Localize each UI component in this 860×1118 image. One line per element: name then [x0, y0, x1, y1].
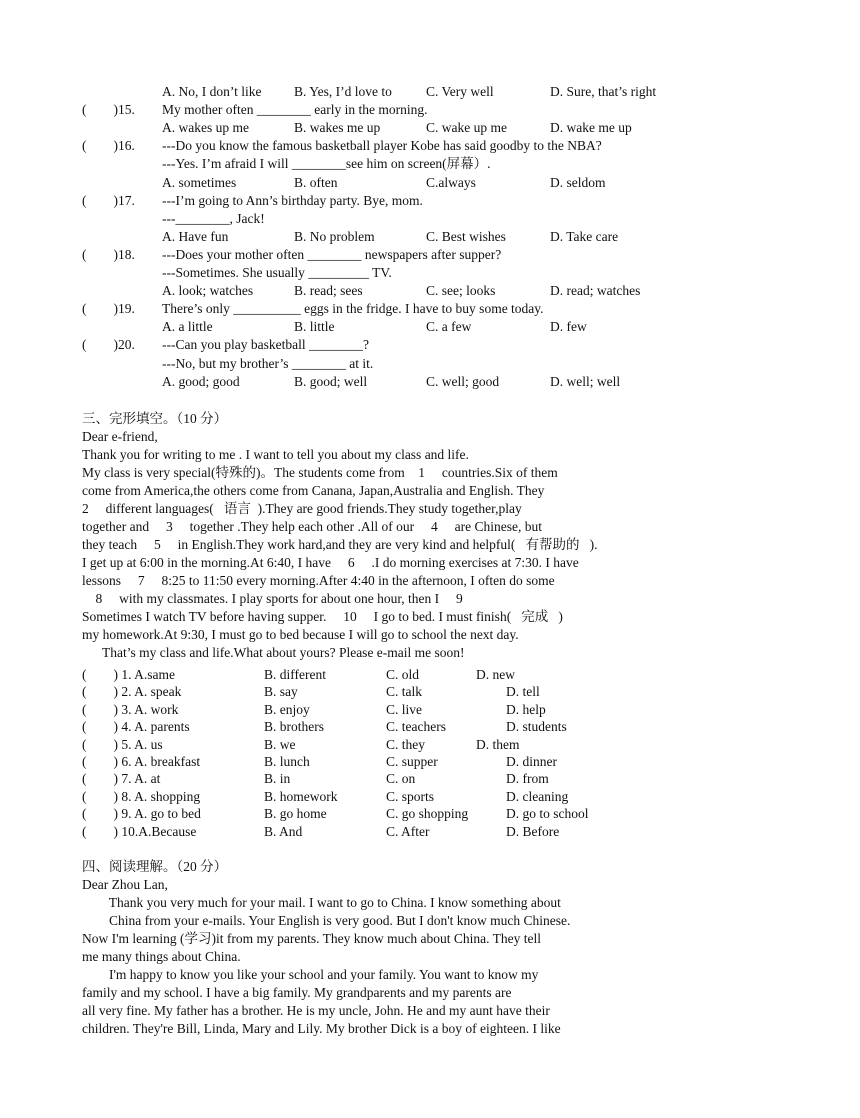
answer-option: D. dinner [506, 754, 557, 769]
passage-line: my homework.At 9:30, I must go to bed because I will go to school the next day. [82, 627, 519, 643]
answer-option: D. tell [506, 684, 540, 700]
passage-line: together and 3 together .They help each other .All of our 4 are Chinese, but [82, 519, 542, 535]
passage-line: lessons 7 8:25 to 11:50 every morning.After 4:40 in the afternoon, I often do some [82, 573, 555, 589]
cloze-item: ( ) 7. A. at [82, 771, 161, 787]
answer-option: B. little [294, 319, 335, 335]
answer-option: B. brothers [264, 719, 324, 735]
answer-option: B. read; sees [294, 283, 363, 299]
answer-option: A. wakes up me [162, 120, 249, 136]
answer-option: D. Before [506, 823, 560, 839]
answer-option: C. go shopping [386, 806, 469, 822]
answer-option: D. few [550, 319, 587, 335]
passage-line: Dear e-friend, [82, 429, 158, 445]
answer-option: B. good; well [294, 373, 368, 389]
section-heading: 三、完形填空。（10 分） [82, 411, 228, 426]
answer-option: B. Yes, I’d love to [294, 84, 392, 99]
answer-option: D. read; watches [550, 283, 641, 299]
question-text: ---Does your mother often ________ newspapers after supper? [162, 246, 502, 262]
answer-option: C.always [426, 174, 476, 190]
question-text: ---I’m going to Ann’s birthday party. Bye, mom. [162, 192, 423, 208]
answer-option: B. enjoy [264, 701, 310, 717]
answer-option: C. Best wishes [426, 228, 506, 244]
passage-line: 8 with my classmates. I play sports for about one hour, then I 9 [82, 591, 463, 607]
passage-line: 2 different languages( 语言 ).They are good friends.They study together,play [82, 501, 522, 517]
passage-line: Now I'm learning (学习)it from my parents. They know much about China. They tell [82, 931, 541, 947]
question-text: ---No, but my brother’s ________ at it. [162, 355, 374, 371]
answer-option: A. good; good [162, 373, 240, 389]
cloze-item: ( ) 5. A. us [82, 736, 163, 752]
answer-option: D. seldom [550, 174, 606, 190]
answer-option: D. wake me up [550, 120, 632, 136]
question-text: My mother often ________ early in the morning. [162, 102, 428, 118]
answer-option: D. from [506, 771, 549, 787]
question-number: ( )20. [82, 337, 135, 353]
question-text: There’s only __________ eggs in the fridge. I have to buy some today. [162, 301, 544, 317]
cloze-item: ( ) 4. A. parents [82, 719, 190, 735]
passage-line: Thank you for writing to me . I want to tell you about my class and life. [82, 447, 469, 463]
answer-option: D. students [506, 719, 567, 735]
question-text: ---Do you know the famous basketball player Kobe has said goodby to the NBA? [162, 138, 602, 154]
section-heading: 四、阅读理解。（20 分） [82, 859, 228, 874]
passage-line: China from your e-mails. Your English is very good. But I don't know much Chinese. [82, 913, 571, 929]
answer-option: C. Very well [426, 84, 494, 99]
answer-option: C. talk [386, 684, 422, 700]
answer-option: B. No problem [294, 228, 375, 244]
passage-line: Sometimes I watch TV before having supper. 10 I go to bed. I must finish( 完成 ) [82, 609, 563, 625]
passage-line: family and my school. I have a big family. My grandparents and my parents are [82, 985, 512, 1001]
answer-option: A. Have fun [162, 228, 229, 244]
answer-option: D. help [506, 701, 546, 717]
question-number: ( )17. [82, 192, 135, 208]
cloze-item: ( ) 10.A.Because [82, 823, 197, 839]
answer-option: D. well; well [550, 373, 621, 389]
passage-line: me many things about China. [82, 949, 241, 965]
question-text: ---________, Jack! [162, 210, 265, 226]
question-number: ( )16. [82, 138, 135, 154]
answer-option: D. Take care [550, 228, 619, 244]
answer-option: B. wakes me up [294, 120, 381, 136]
answer-option: D. them [476, 736, 520, 752]
passage-line: they teach 5 in English.They work hard,and they are very kind and helpful( 有帮助的 ). [82, 537, 598, 553]
answer-option: D. cleaning [506, 788, 569, 804]
passage-line: That’s my class and life.What about yours? Please e-mail me soon! [82, 645, 465, 661]
answer-option: B. we [264, 736, 296, 752]
answer-option: B. And [264, 823, 303, 839]
cloze-item: ( ) 1. A.same [82, 667, 175, 682]
question-number: ( )19. [82, 301, 135, 317]
answer-option: C. teachers [386, 719, 446, 735]
answer-option: A. look; watches [162, 283, 254, 299]
answer-option: C. a few [426, 319, 472, 335]
answer-option: B. different [264, 667, 326, 682]
answer-option: B. go home [264, 806, 327, 822]
cloze-item: ( ) 2. A. speak [82, 684, 182, 700]
answer-option: D. new [476, 667, 515, 682]
answer-option: C. supper [386, 754, 438, 769]
passage-line: Dear Zhou Lan, [82, 877, 168, 893]
question-text: ---Can you play basketball ________? [162, 337, 369, 353]
cloze-item: ( ) 6. A. breakfast [82, 754, 201, 769]
question-text: ---Yes. I’m afraid I will ________see him on screen(屏幕）. [162, 156, 491, 172]
answer-option: C. see; looks [426, 283, 496, 299]
answer-option: B. lunch [264, 754, 310, 769]
question-number: ( )18. [82, 246, 135, 262]
answer-option: C. they [386, 736, 425, 752]
passage-line: come from America,the others come from Canana, Japan,Australia and English. They [82, 483, 545, 499]
answer-option: C. on [386, 771, 416, 787]
answer-option: A. a little [162, 319, 213, 335]
answer-option: B. homework [264, 788, 338, 804]
passage-line: My class is very special(特殊的)。The students come from 1 countries.Six of them [82, 465, 558, 481]
passage-line: I'm happy to know you like your school and your family. You want to know my [82, 967, 539, 983]
answer-option: C. wake up me [426, 120, 507, 136]
passage-line: I get up at 6:00 in the morning.At 6:40, I have 6 .I do morning exercises at 7:30. I have [82, 555, 579, 571]
answer-option: C. old [386, 667, 420, 682]
answer-option: C. After [386, 823, 430, 839]
passage-line: Thank you very much for your mail. I want to go to China. I know something about [82, 895, 561, 911]
answer-option: D. Sure, that’s right [550, 84, 657, 99]
answer-option: B. in [264, 771, 291, 787]
cloze-item: ( ) 8. A. shopping [82, 788, 201, 804]
answer-option: D. go to school [506, 806, 589, 822]
passage-line: children. They're Bill, Linda, Mary and Lily. My brother Dick is a boy of eighteen. I like [82, 1021, 561, 1037]
answer-option: C. sports [386, 788, 435, 804]
passage-line: all very fine. My father has a brother. He is my uncle, John. He and my aunt have their [82, 1003, 550, 1019]
answer-option: C. well; good [426, 373, 500, 389]
answer-option: B. say [264, 684, 298, 700]
question-number: ( )15. [82, 102, 135, 118]
answer-option: A. sometimes [162, 174, 237, 190]
answer-option: C. live [386, 701, 422, 717]
cloze-item: ( ) 9. A. go to bed [82, 806, 201, 822]
answer-option: A. No, I don’t like [162, 84, 262, 99]
cloze-item: ( ) 3. A. work [82, 701, 179, 717]
question-text: ---Sometimes. She usually _________ TV. [162, 265, 392, 280]
answer-option: B. often [294, 174, 338, 190]
